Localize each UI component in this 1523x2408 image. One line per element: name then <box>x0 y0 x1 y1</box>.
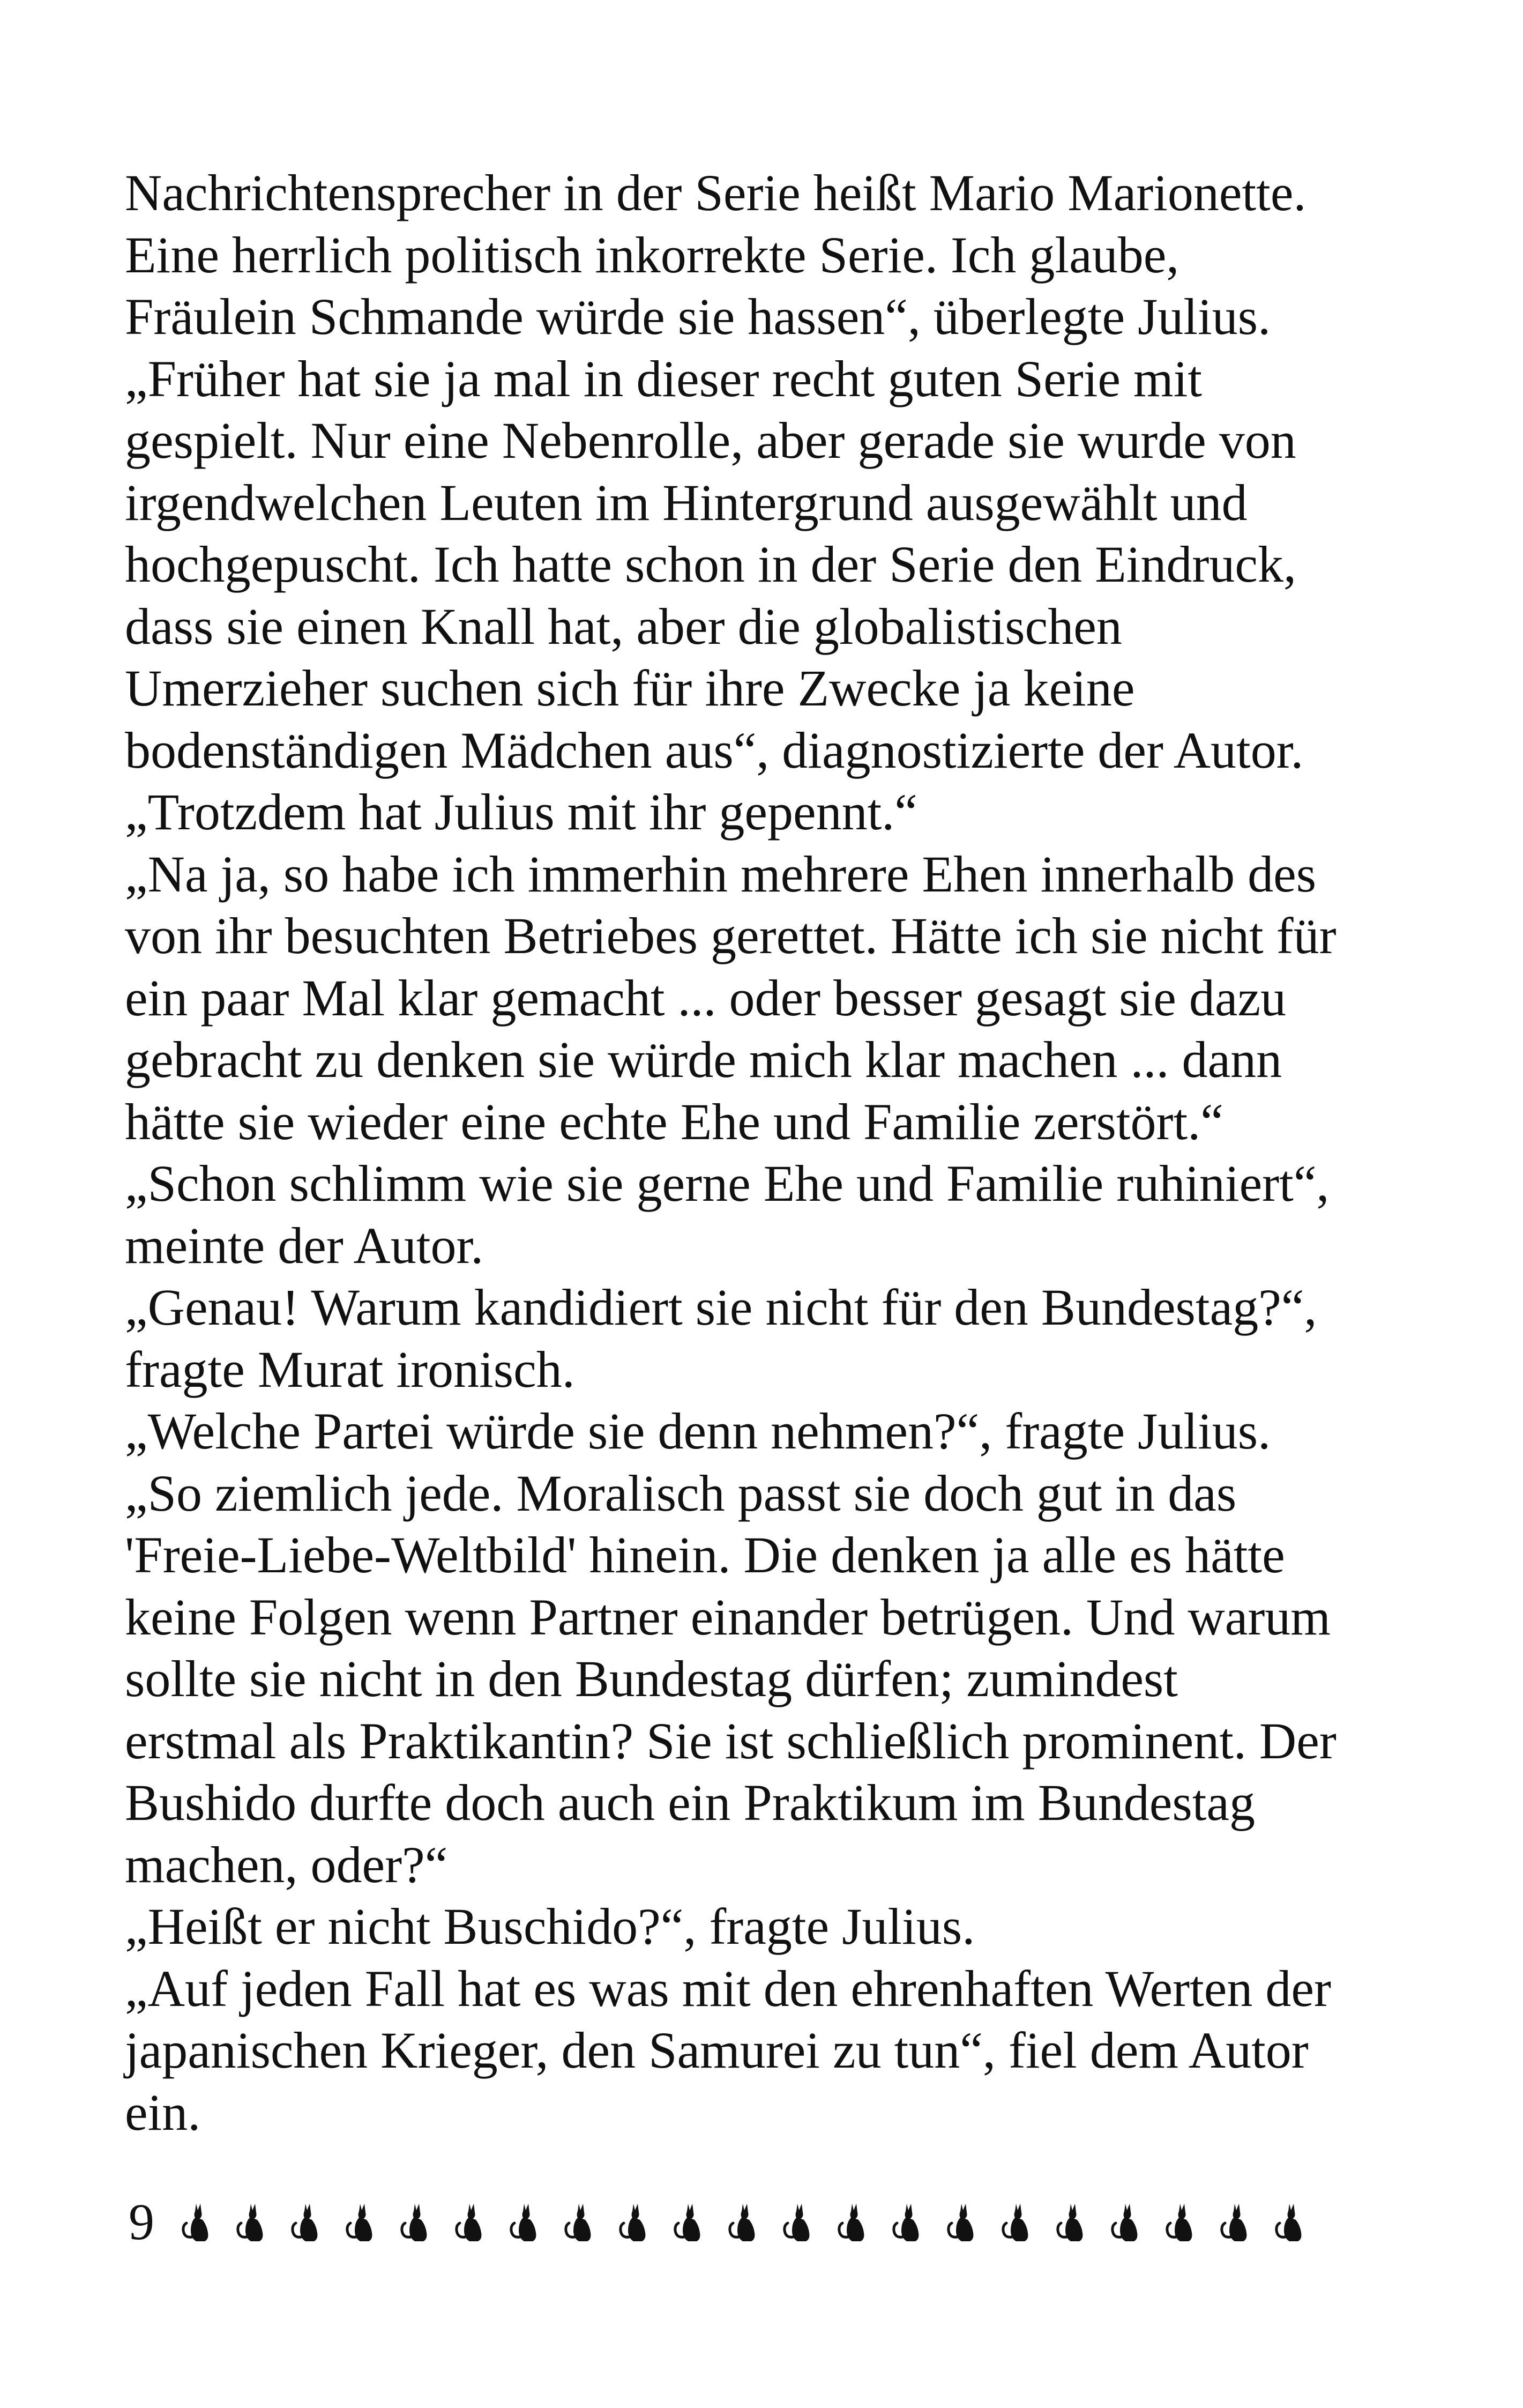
sitting-cat-icon <box>235 2201 268 2243</box>
text-line: „Welche Partei würde sie denn nehmen?“, fragte Julius. <box>125 1402 1271 1460</box>
text-line: sollte sie nicht in den Bundestag dürfen; zumindest <box>125 1650 1178 1707</box>
text-line: fragte Murat ironisch. <box>125 1340 575 1398</box>
sitting-cat-icon <box>180 2201 213 2243</box>
text-line: „Früher hat sie ja mal in dieser recht guten Serie mit <box>125 350 1202 407</box>
text-line: Bushido durfte doch auch ein Praktikum im Bundestag <box>125 1774 1255 1831</box>
text-line: hochgepuscht. Ich hatte schon in der Serie den Eindruck, <box>125 536 1296 593</box>
text-line: gespielt. Nur eine Nebenrolle, aber gerade sie wurde von <box>125 412 1296 469</box>
sitting-cat-icon <box>1055 2201 1088 2243</box>
sitting-cat-icon <box>1273 2201 1307 2243</box>
text-line: erstmal als Praktikantin? Sie ist schließlich prominent. Der <box>125 1712 1337 1770</box>
text-line: gebracht zu denken sie würde mich klar machen ... dann <box>125 1031 1282 1088</box>
text-line: „Heißt er nicht Buschido?“, fragte Julius. <box>125 1898 975 1955</box>
text-line: hätte sie wieder eine echte Ehe und Familie zerstört.“ <box>125 1092 1223 1150</box>
text-line: „Na ja, so habe ich immerhin mehrere Ehen innerhalb des <box>125 845 1317 903</box>
sitting-cat-icon <box>617 2201 651 2243</box>
text-line: von ihr besuchten Betriebes gerettet. Hätte ich sie nicht für <box>125 907 1337 964</box>
footer-ornament-row <box>180 2190 1307 2254</box>
sitting-cat-icon <box>1219 2201 1252 2243</box>
body-text <box>125 162 1422 2143</box>
text-line: „Trotzdem hat Julius mit ihr gepennt.“ <box>125 783 917 841</box>
sitting-cat-icon <box>1000 2201 1033 2243</box>
sitting-cat-icon <box>1164 2201 1197 2243</box>
text-line: japanischen Krieger, den Samurei zu tun“, fiel dem Autor <box>125 2021 1309 2079</box>
page-number: 9 <box>129 2193 154 2250</box>
sitting-cat-icon <box>289 2201 323 2243</box>
text-line: ein. <box>125 2083 201 2141</box>
text-line: keine Folgen wenn Partner einander betrügen. Und warum <box>125 1588 1331 1646</box>
text-line: „Schon schlimm wie sie gerne Ehe und Familie ruhiniert“, <box>125 1155 1330 1212</box>
page-footer <box>129 2187 1307 2257</box>
text-line: 'Freie-Liebe-Weltbild' hinein. Die denken ja alle es hätte <box>125 1526 1285 1584</box>
text-line: meinte der Autor. <box>125 1216 484 1274</box>
text-line: Fräulein Schmande würde sie hassen“, überlegte Julius. <box>125 288 1271 345</box>
sitting-cat-icon <box>1109 2201 1143 2243</box>
sitting-cat-icon <box>945 2201 979 2243</box>
sitting-cat-icon <box>453 2201 487 2243</box>
sitting-cat-icon <box>399 2201 432 2243</box>
text-line: dass sie einen Knall hat, aber die globalistischen <box>125 597 1122 655</box>
text-line: Nachrichtensprecher in der Serie heißt Mario Marionette. <box>125 164 1307 221</box>
sitting-cat-icon <box>836 2201 869 2243</box>
text-line: Umerzieher suchen sich für ihre Zwecke ja keine <box>125 659 1135 717</box>
sitting-cat-icon <box>891 2201 924 2243</box>
text-line: „Genau! Warum kandidiert sie nicht für den Bundestag?“, <box>125 1279 1317 1336</box>
sitting-cat-icon <box>781 2201 815 2243</box>
text-line: „So ziemlich jede. Moralisch passt sie doch gut in das <box>125 1464 1237 1522</box>
text-line: Eine herrlich politisch inkorrekte Serie. Ich glaube, <box>125 226 1179 284</box>
text-line: „Auf jeden Fall hat es was mit den ehrenhaften Werten der <box>125 1959 1331 2017</box>
sitting-cat-icon <box>727 2201 760 2243</box>
sitting-cat-icon <box>563 2201 596 2243</box>
text-line: machen, oder?“ <box>125 1835 448 1893</box>
sitting-cat-icon <box>344 2201 377 2243</box>
text-line: ein paar Mal klar gemacht ... oder besser gesagt sie dazu <box>125 969 1287 1027</box>
sitting-cat-icon <box>672 2201 705 2243</box>
sitting-cat-icon <box>508 2201 541 2243</box>
text-line: bodenständigen Mädchen aus“, diagnostizierte der Autor. <box>125 721 1304 779</box>
text-line: irgendwelchen Leuten im Hintergrund ausgewählt und <box>125 473 1248 531</box>
